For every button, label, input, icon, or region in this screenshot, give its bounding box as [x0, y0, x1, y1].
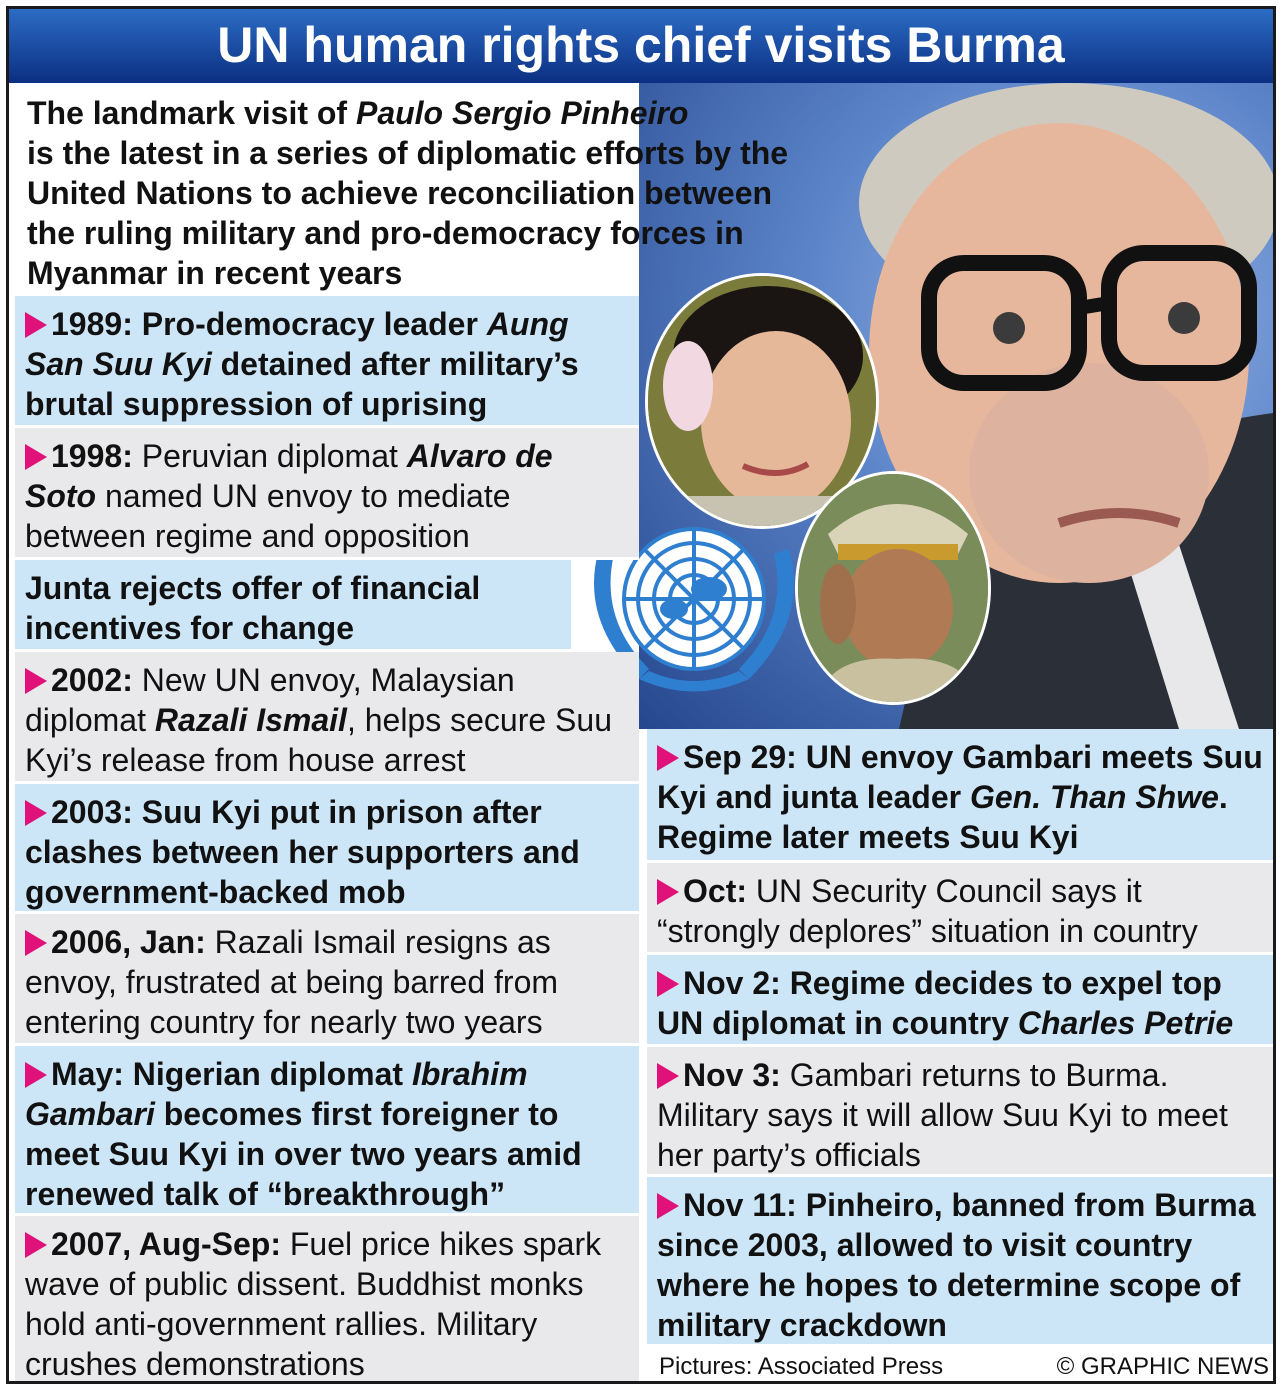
timeline-item-2007	[15, 1216, 639, 1384]
arrow-icon	[657, 1193, 679, 1219]
item-lead: Nov 11: Pinheiro, banned from Burma since 2003, allowed to visit country where he hopes to determine scope of military crackdown	[657, 1187, 1256, 1343]
item-text: Fuel price hikes spark wave of public dissent. Buddhist monks hold anti-government rallies. Military crushes demonstrations	[25, 1226, 602, 1382]
item-tail: , helps secure Suu Kyi’s release from house arrest	[25, 702, 612, 778]
arrow-icon	[657, 879, 679, 905]
arrow-icon	[25, 444, 47, 470]
item-lead: 2003: Suu Kyi put in prison after clashes between her supporters and government-backed mob	[25, 794, 580, 910]
item-lead: 2007, Aug-Sep:	[51, 1226, 281, 1262]
arrow-icon	[657, 1063, 679, 1089]
item-name: Razali Ismail	[154, 702, 347, 738]
intro-name: Paulo Sergio Pinheiro	[355, 95, 689, 131]
item-tail: detained after military’s brutal suppression of uprising	[25, 346, 579, 422]
arrow-icon	[657, 745, 679, 771]
item-tail: becomes first foreigner to meet Suu Kyi in over two years amid renewed talk of “breakthrough”	[25, 1096, 582, 1212]
arrow-icon	[25, 312, 47, 338]
credits-pictures: Pictures: Associated Press	[659, 1353, 944, 1380]
timeline-item-1998	[15, 428, 639, 560]
timeline-item-sep29	[647, 729, 1273, 863]
timeline-item-nov3	[647, 1047, 1273, 1177]
item-text: Gambari returns to Burma. Military says it will allow Suu Kyi to meet her party’s officials	[657, 1057, 1228, 1173]
arrow-icon	[657, 971, 679, 997]
credits	[659, 1353, 1269, 1381]
arrow-icon	[25, 1062, 47, 1088]
page-title: UN human rights chief visits Burma	[9, 9, 1273, 83]
item-lead: May: Nigerian diplomat	[51, 1056, 412, 1092]
intro-lead: The landmark visit of	[27, 95, 356, 131]
portrait-than-shwe	[795, 471, 991, 705]
item-tail: named UN envoy to mediate between regime and opposition	[25, 478, 511, 554]
timeline-item-2002	[15, 652, 639, 784]
item-lead: 2006, Jan:	[51, 924, 206, 960]
item-text: New UN envoy, Malaysian diplomat	[25, 662, 515, 738]
item-text: Razali Ismail resigns as envoy, frustrated at being barred from entering country for nearly two years	[25, 924, 559, 1040]
timeline-item-nov2	[647, 955, 1273, 1047]
timeline-item-1989	[15, 296, 639, 428]
item-tail: . Regime later meets Suu Kyi	[657, 779, 1228, 855]
timeline-item-junta-rejects	[15, 560, 571, 652]
item-lead: Sep 29: UN envoy Gambari meets Suu Kyi and junta leader	[657, 739, 1263, 815]
timeline-item-may	[15, 1046, 639, 1216]
item-lead: Oct:	[683, 873, 747, 909]
intro-text	[27, 93, 827, 293]
item-name: Charles Petrie	[1017, 1005, 1234, 1041]
item-lead: Nov 3:	[683, 1057, 781, 1093]
item-text: Peruvian diplomat	[132, 438, 407, 474]
item-name: Gen. Than Shwe	[969, 779, 1219, 815]
intro-rest: is the latest in a series of diplomatic efforts by the United Nations to achieve reconciliation between the ruling military and pro-democracy forces in Myanmar in recent years	[27, 135, 789, 291]
infographic-frame	[6, 6, 1276, 1384]
item-lead: 1989: Pro-democracy leader	[51, 306, 487, 342]
item-text: Junta rejects offer of financial incentives for change	[25, 570, 481, 646]
arrow-icon	[25, 800, 47, 826]
arrow-icon	[25, 1232, 47, 1258]
arrow-icon	[25, 668, 47, 694]
item-lead: Nov 2: Regime decides to expel top UN diplomat in country	[657, 965, 1222, 1041]
item-name: Ibrahim Gambari	[25, 1056, 528, 1132]
timeline-item-2006	[15, 914, 639, 1046]
item-text: UN Security Council says it “strongly deplores” situation in country	[657, 873, 1198, 949]
arrow-icon	[25, 930, 47, 956]
credits-copyright: © GRAPHIC NEWS	[1056, 1353, 1269, 1380]
timeline-item-oct	[647, 863, 1273, 955]
timeline-item-nov11	[647, 1177, 1273, 1347]
item-name: Aung San Suu Kyi	[25, 306, 569, 382]
timeline-item-2003	[15, 784, 639, 914]
item-lead: 1998:	[51, 438, 133, 474]
item-lead: 2002:	[51, 662, 133, 698]
item-name: Alvaro de Soto	[25, 438, 553, 514]
